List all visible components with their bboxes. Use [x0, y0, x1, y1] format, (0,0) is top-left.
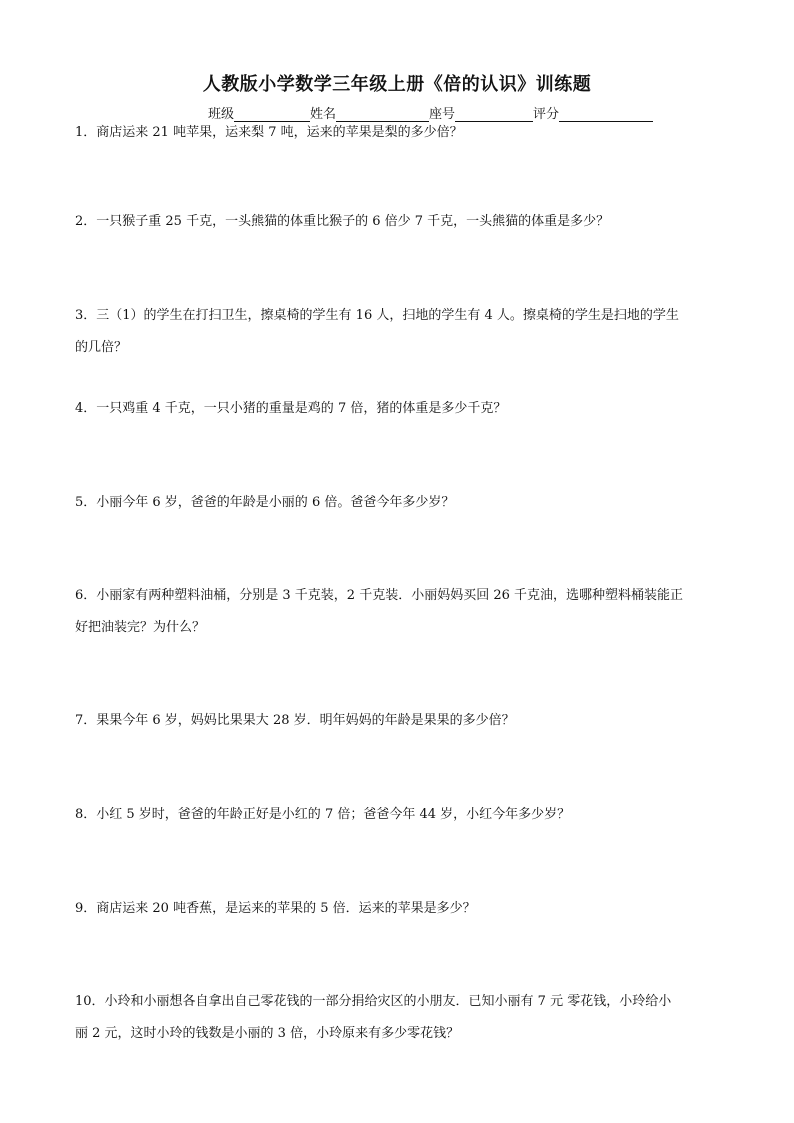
question-1: [75, 117, 725, 149]
question-text: 3．三（1）的学生在打扫卫生，擦桌椅的学生有 16 人，扫地的学生有 4 人。擦桌椅的学生是扫地的学生: [75, 308, 679, 323]
class-label: 班级: [208, 107, 235, 122]
worksheet-title: 人教版小学数学三年级上册《倍的认识》训练题: [202, 74, 592, 95]
question-text: 6．小丽家有两种塑料油桶，分别是 3 千克装，2 千克装．小丽妈妈买回 26 千克油，选哪种塑料桶装能正: [75, 588, 684, 603]
question-text: 5．小丽今年 6 岁，爸爸的年龄是小丽的 6 倍。爸爸今年多少岁？: [75, 495, 455, 510]
question-9: [75, 893, 725, 925]
question-text-continued: 丽 2 元，这时小玲的钱数是小丽的 3 倍，小玲原来有多少零花钱？: [75, 1026, 460, 1041]
question-text: 7．果果今年 6 岁，妈妈比果果大 28 岁．明年妈妈的年龄是果果的多少倍？: [75, 713, 515, 728]
question-text: 2．一只猴子重 25 千克，一头熊猫的体重比猴子的 6 倍少 7 千克，一头熊猫的体重是多少？: [75, 214, 610, 229]
seat-label: 座号: [429, 107, 456, 122]
score-label: 评分: [533, 107, 560, 122]
question-text: 10．小玲和小丽想各自拿出自己零花钱的一部分捐给灾区的小朋友．已知小丽有 7 元 零花钱，小玲给小: [75, 994, 672, 1009]
question-8: [75, 799, 725, 831]
question-7: [75, 705, 725, 737]
question-text: 1．商店运来 21 吨苹果，运来梨 7 吨，运来的苹果是梨的多少倍？: [75, 125, 463, 140]
question-text-continued: 的几倍？: [75, 340, 128, 355]
question-3: [75, 300, 725, 364]
question-text: 4．一只鸡重 4 千克，一只小猪的重量是鸡的 7 倍，猪的体重是多少千克？: [75, 401, 507, 416]
question-5: [75, 487, 725, 519]
question-2: [75, 206, 725, 238]
question-text: 8．小红 5 岁时，爸爸的年龄正好是小红的 7 倍；爸爸今年 44 岁，小红今年多少岁？: [75, 807, 571, 822]
question-6: [75, 580, 725, 644]
question-4: [75, 393, 725, 425]
name-label: 姓名: [310, 107, 337, 122]
question-10: [75, 986, 725, 1050]
question-text-continued: 好把油装完？为什么？: [75, 620, 206, 635]
question-text: 9．商店运来 20 吨香蕉，是运来的苹果的 5 倍．运来的苹果是多少？: [75, 901, 476, 916]
